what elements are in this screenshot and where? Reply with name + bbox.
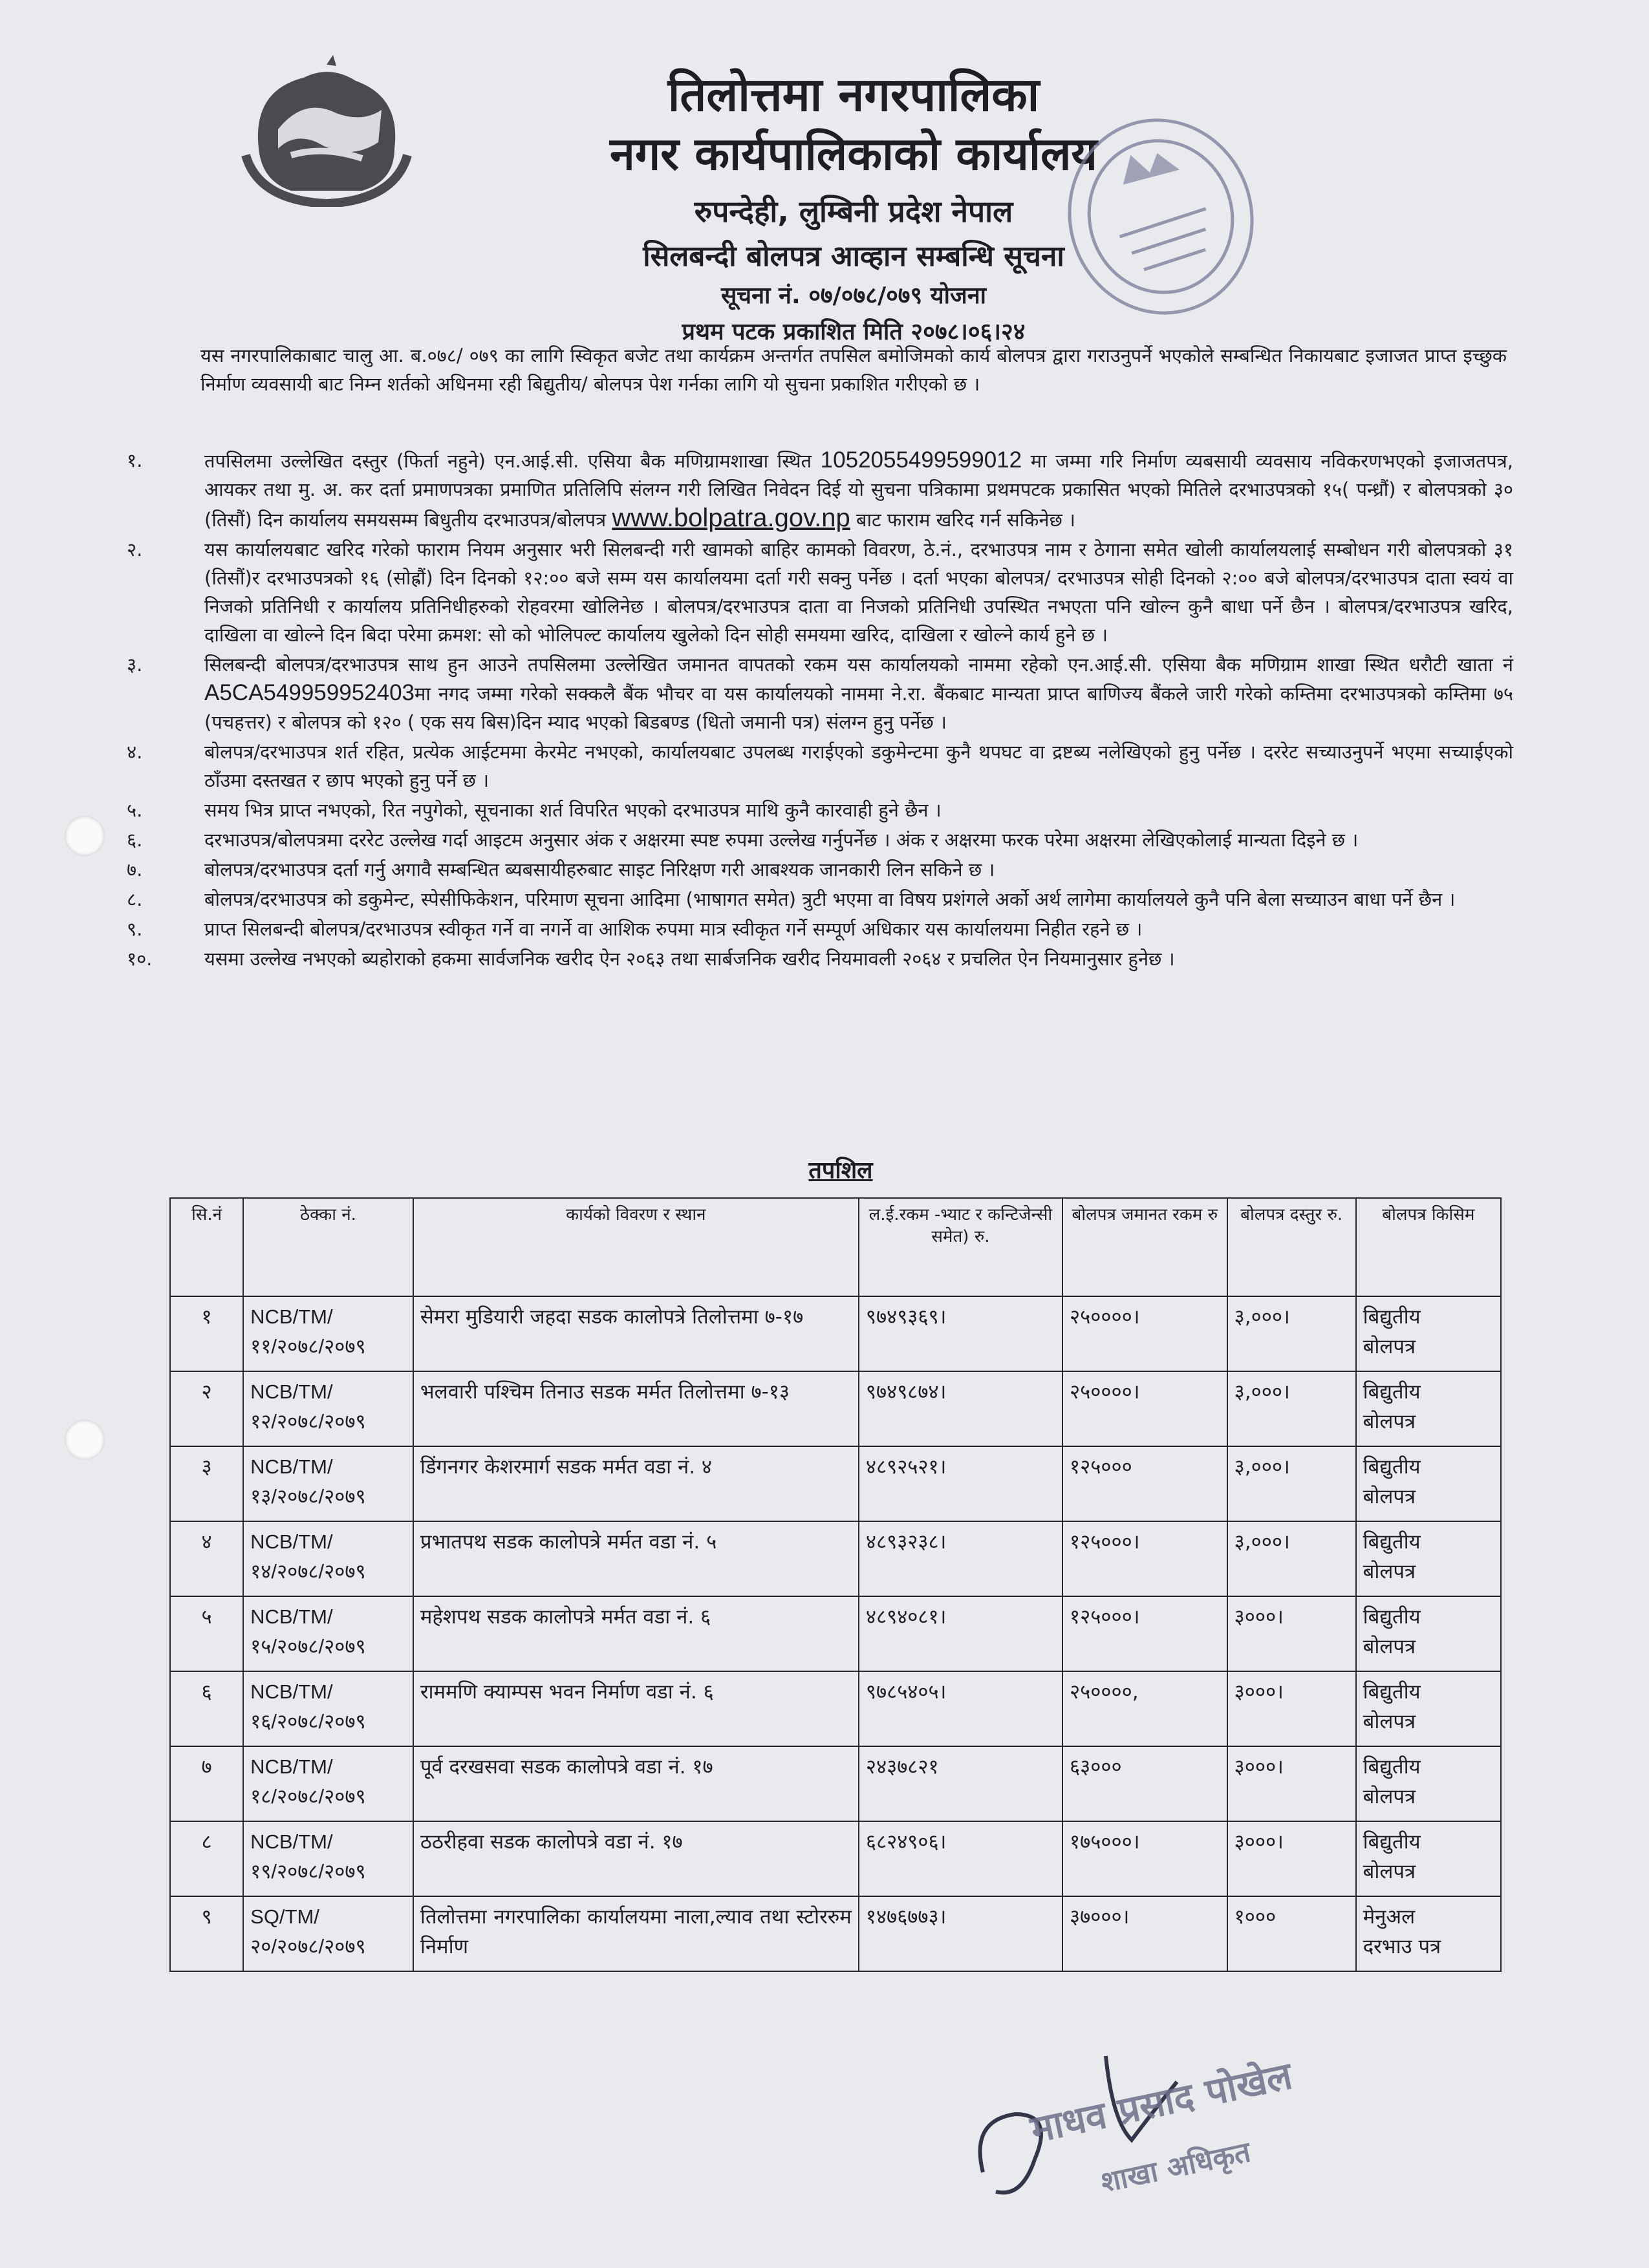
cell-contract-no: [243, 1296, 413, 1371]
condition-text: बोलपत्र/दरभाउपत्र दर्ता गर्नु अगावै सम्बन्धित ब्यबसायीहरुबाट साइट निरिक्षण गरी आबश्यक जानकारी लिन सकिने छ ।: [204, 859, 995, 881]
contract-suffix: ११/२०७८/२०७९: [250, 1335, 366, 1358]
intro-paragraph: यस नगरपालिकाबाट चालु आ. ब.०७८/ ०७९ का लागि स्विकृत बजेट तथा कार्यक्रम अन्तर्गत तपसिल बमोजिमको कार्य बोलपत्र द्वारा गराउनुपर्ने भएकोले सम्बन्धित निकायबाट इजाजत प्राप्त इच्छुक निर्माण व्यवसायी बाट निम्न शर्तको अधिनमा रही बिद्युतीय/ बोलपत्र पेश गर्नका लागि यो सुचना प्रकाशित गरीएको छ ।: [200, 345, 1507, 395]
condition-item: [123, 855, 1513, 884]
signatory-name-stamp: माधव प्रसाद पोखेल: [1026, 2053, 1296, 2152]
condition-number: ५.: [127, 799, 143, 821]
header-bid-type: बोलपत्र किसिम: [1356, 1198, 1501, 1296]
cell-serial: ७: [170, 1746, 243, 1821]
condition-item: [123, 915, 1513, 943]
tender-schedule-table: [169, 1197, 1502, 1972]
fee-account-number: 1052055499599012: [820, 447, 1022, 473]
cell-work-description: ठठरीहवा सडक कालोपत्रे वडा नं. १७: [413, 1821, 859, 1896]
cell-bid-fee: ३०००।: [1227, 1671, 1356, 1746]
condition-item: [123, 826, 1513, 854]
contract-suffix: १६/२०७८/२०७९: [250, 1710, 366, 1733]
table-row: [170, 1521, 1501, 1596]
cell-work-description: तिलोत्तमा नगरपालिका कार्यालयमा नाला,ल्याव तथा स्टोररुम निर्माण: [413, 1896, 859, 1971]
cell-contract-no: [243, 1371, 413, 1446]
cell-bid-security: ३७०००।: [1062, 1896, 1227, 1971]
contract-prefix: NCB/TM/: [250, 1605, 333, 1628]
bid-type-line2: बोलपत्र: [1363, 1860, 1416, 1883]
bid-type-line1: मेनुअल: [1363, 1905, 1416, 1929]
contract-prefix: NCB/TM/: [250, 1680, 333, 1703]
publication-date: प्रथम पटक प्रकाशित मिति २०७८।०६।२४: [682, 319, 1026, 345]
cell-estimate-amount: ६८२४९०६।: [859, 1821, 1062, 1896]
condition-text: यसमा उल्लेख नभएको ब्यहोराको हकमा सार्वजनिक खरीद ऐन २०६३ तथा सार्बजनिक खरीद नियमावली २०६४ र प्रचलित ऐन नियमानुसार हुनेछ ।: [204, 948, 1175, 970]
signatory-role-stamp: शाखा अधिकृत: [1097, 2135, 1254, 2199]
condition-text: दरभाउपत्र/बोलपत्रमा दररेट उल्लेख गर्दा आइटम अनुसार अंक र अक्षरमा स्पष्ट रुपमा उल्लेख गर्नुपर्नेछ । अंक र अक्षरमा फरक परेमा अक्षरमा लेखिएकोलाई मान्यता दिइने छ ।: [204, 829, 1359, 851]
conditions-list: [123, 446, 1513, 974]
condition-number: २.: [127, 539, 143, 561]
contract-suffix: १५/२०७८/२०७९: [250, 1635, 366, 1658]
condition-number: ४.: [127, 741, 143, 763]
cell-contract-no: [243, 1446, 413, 1521]
cell-bid-type: [1356, 1671, 1501, 1746]
cell-bid-security: २५००००,: [1062, 1671, 1227, 1746]
condition-text: बोलपत्र/दरभाउपत्र को डकुमेन्ट, स्पेसीफिकेशन, परिमाण सूचना आदिमा (भाषागत समेत) त्रुटी भएमा वा विषय प्रशंगले अर्को अर्थ लागेमा कार्यालयले कुनै पनि बेला सच्याउन बाधा पर्ने छैन ।: [204, 888, 1456, 910]
bid-type-line2: बोलपत्र: [1363, 1335, 1416, 1358]
cell-bid-fee: ३०००।: [1227, 1821, 1356, 1896]
cell-contract-no: [243, 1746, 413, 1821]
notice-number: सूचना नं. ०७/०७८/०७९ योजना: [720, 283, 987, 309]
nepal-emblem-icon: [233, 52, 420, 207]
cell-bid-security: १२५०००।: [1062, 1596, 1227, 1671]
header-bid-security: बोलपत्र जमानत रकम रु: [1062, 1198, 1227, 1296]
contract-prefix: NCB/TM/: [250, 1830, 333, 1853]
condition-number: ३.: [127, 654, 143, 676]
cell-serial: १: [170, 1296, 243, 1371]
cell-bid-type: [1356, 1371, 1501, 1446]
cell-serial: ३: [170, 1446, 243, 1521]
contract-suffix: १२/२०७८/२०७९: [250, 1410, 366, 1433]
contract-prefix: NCB/TM/: [250, 1530, 333, 1553]
office-name: नगर कार्यपालिकाको कार्यालय: [609, 127, 1098, 180]
cell-contract-no: [243, 1896, 413, 1971]
cell-work-description: डिंगनगर केशरमार्ग सडक मर्मत वडा नं. ४: [413, 1446, 859, 1521]
cell-bid-security: ६३०००: [1062, 1746, 1227, 1821]
bid-type-line2: बोलपत्र: [1363, 1785, 1416, 1808]
table-header-row: [170, 1198, 1501, 1296]
cell-bid-fee: ३०००।: [1227, 1746, 1356, 1821]
cell-work-description: महेशपथ सडक कालोपत्रे मर्मत वडा नं. ६: [413, 1596, 859, 1671]
cell-estimate-amount: १४७६७७३।: [859, 1896, 1062, 1971]
contract-prefix: NCB/TM/: [250, 1455, 333, 1478]
contract-suffix: २०/२०७८/२०७९: [250, 1935, 366, 1958]
table-row: [170, 1596, 1501, 1671]
condition-number: ६.: [127, 829, 143, 851]
cell-serial: ६: [170, 1671, 243, 1746]
contract-suffix: १८/२०७८/२०७९: [250, 1785, 366, 1808]
condition-item: [123, 535, 1513, 649]
table-row: [170, 1296, 1501, 1371]
cell-serial: ८: [170, 1821, 243, 1896]
condition-text: यस कार्यालयबाट खरिद गरेको फाराम नियम अनुसार भरी सिलबन्दी गरी खामको बाहिर कामको विवरण, ठे.नं., दरभाउपत्र नाम र ठेगाना समेत खोली कार्यालयलाई सम्बोधन गरी बोलपत्रको ३१ (तिसौं)र दरभाउपत्रको १६ (सोह्रौं) दिन दिनको १२:०० बजे सम्म यस कार्यालयमा दर्ता गरी सक्नु पर्नेछ । दर्ता भएका बोलपत्र/ दरभाउपत्र सोही दिनको २:०० बजे बोलपत्र/दरभाउपत्र दाता स्वयं वा निजको प्रतिनिधी र कार्यालय प्रतिनिधीहरुको रोहवरमा खोलिनेछ । बोलपत्र/दरभाउपत्र दाता वा निजको प्रतिनिधी उपस्थित नभएता पनि खोल्न कुनै बाधा पर्ने छैन । बोलपत्र/दरभाउपत्र खरिद, दाखिला वा खोल्ने दिन बिदा परेमा क्रमश: सो को भोलिपल्ट कार्यालय खुलेको दिन सोही समयमा खरिद, दाखिला र खोल्ने कार्य हुने छ ।: [204, 539, 1513, 646]
cell-bid-type: [1356, 1821, 1501, 1896]
condition-item: [123, 650, 1513, 736]
bid-type-line2: बोलपत्र: [1363, 1710, 1416, 1733]
table-row: [170, 1446, 1501, 1521]
cell-estimate-amount: २४३७८२१: [859, 1746, 1062, 1821]
cell-contract-no: [243, 1596, 413, 1671]
cell-estimate-amount: ४८९४०८१।: [859, 1596, 1062, 1671]
bid-type-line1: बिद्युतीय: [1363, 1305, 1421, 1329]
bid-type-line1: बिद्युतीय: [1363, 1830, 1421, 1854]
schedule-title: तपशिल: [808, 1157, 873, 1184]
cell-bid-type: [1356, 1746, 1501, 1821]
cell-bid-type: [1356, 1596, 1501, 1671]
condition-item: [123, 945, 1513, 973]
cell-work-description: पूर्व दरखसवा सडक कालोपत्रे वडा नं. १७: [413, 1746, 859, 1821]
contract-prefix: NCB/TM/: [250, 1305, 333, 1328]
cell-serial: ९: [170, 1896, 243, 1971]
cell-bid-type: [1356, 1296, 1501, 1371]
bolpatra-link[interactable]: www.bolpatra.gov.np: [612, 504, 850, 532]
cell-work-description: सेमरा मुडियारी जहदा सडक कालोपत्रे तिलोत्तमा ७-१७: [413, 1296, 859, 1371]
contract-suffix: १३/२०७८/२०७९: [250, 1485, 366, 1508]
contract-prefix: SQ/TM/: [250, 1905, 319, 1928]
condition-number: १०.: [127, 948, 153, 970]
bid-type-line2: बोलपत्र: [1363, 1410, 1416, 1433]
condition-number: ९.: [127, 918, 143, 940]
bid-type-line1: बिद्युतीय: [1363, 1380, 1421, 1404]
bid-type-line1: बिद्युतीय: [1363, 1605, 1421, 1629]
punch-hole: [65, 816, 105, 856]
header-contract-no: ठेक्का नं.: [243, 1198, 413, 1296]
bid-type-line1: बिद्युतीय: [1363, 1755, 1421, 1779]
bid-type-line1: बिद्युतीय: [1363, 1530, 1421, 1554]
cell-contract-no: [243, 1521, 413, 1596]
condition-text: प्राप्त सिलबन्दी बोलपत्र/दरभाउपत्र स्वीकृत गर्ने वा नगर्ने वा आशिक रुपमा मात्र स्वीकृत गर्ने सम्पूर्ण अधिकार यस कार्यालयमा निहीत रहने छ ।: [204, 918, 1143, 940]
contract-suffix: १९/२०७८/२०७९: [250, 1860, 366, 1883]
cell-bid-security: २५००००।: [1062, 1296, 1227, 1371]
table-row: [170, 1371, 1501, 1446]
table-row: [170, 1896, 1501, 1971]
deposit-account-number: A5CA549959952403: [204, 680, 415, 705]
cell-serial: ४: [170, 1521, 243, 1596]
office-seal-stamp: [1061, 110, 1261, 323]
cell-bid-fee: ३,०००।: [1227, 1371, 1356, 1446]
office-address: रुपन्देही, लुम्बिनी प्रदेश नेपाल: [694, 194, 1013, 229]
condition-item: [123, 446, 1513, 534]
header-serial: सि.नं: [170, 1198, 243, 1296]
bid-type-line1: बिद्युतीय: [1363, 1680, 1421, 1704]
condition-text: सिलबन्दी बोलपत्र/दरभाउपत्र साथ हुन आउने तपसिलमा उल्लेखित जमानत वापतको रकम यस कार्यालयको नाममा रहेको एन.आई.सी. एसिया बैक मणिग्राम शाखा स्थित धरौटी खाता नं A5CA549959952403मा नगद जम्मा गरेको सक्कलै बैंक भौचर वा यस कार्यालयको नाममा ने.रा. बैंकबाट मान्यता प्राप्त बाणिज्य बैंकले जारी गरेको कम्तिमा दरभाउपत्रको कम्तिमा ७५ (पचहत्तर) र बोलपत्र को १२० ( एक सय बिस)दिन म्याद भएको बिडबण्ड (धितो जमानी पत्र) संलग्न हुनु पर्नेछ ।: [204, 654, 1513, 733]
cell-bid-security: १२५०००: [1062, 1446, 1227, 1521]
condition-number: ७.: [127, 859, 143, 881]
cell-bid-security: १२५०००।: [1062, 1521, 1227, 1596]
cell-estimate-amount: ९७४९८७४।: [859, 1371, 1062, 1446]
bid-type-line1: बिद्युतीय: [1363, 1455, 1421, 1479]
cell-estimate-amount: ९७४९३६९।: [859, 1296, 1062, 1371]
municipality-name: तिलोत्तमा नगरपालिका: [667, 67, 1040, 122]
cell-bid-fee: ३,०००।: [1227, 1521, 1356, 1596]
cell-work-description: प्रभातपथ सडक कालोपत्रे मर्मत वडा नं. ५: [413, 1521, 859, 1596]
condition-number: १.: [127, 449, 143, 471]
bid-type-line2: दरभाउ पत्र: [1363, 1935, 1441, 1958]
table-row: [170, 1671, 1501, 1746]
bid-type-line2: बोलपत्र: [1363, 1635, 1416, 1658]
punch-hole: [65, 1420, 105, 1460]
notice-title: सिलबन्दी बोलपत्र आव्हान सम्बन्धि सूचना: [643, 240, 1064, 273]
condition-text: समय भित्र प्राप्त नभएको, रित नपुगेको, सूचनाका शर्त विपरित भएको दरभाउपत्र माथि कुनै कारवाही हुने छैन ।: [204, 799, 942, 821]
cell-bid-security: १७५०००।: [1062, 1821, 1227, 1896]
condition-item: [123, 796, 1513, 824]
contract-suffix: १४/२०७८/२०७९: [250, 1560, 366, 1583]
cell-contract-no: [243, 1671, 413, 1746]
cell-bid-type: [1356, 1896, 1501, 1971]
cell-estimate-amount: ४८९३२३८।: [859, 1521, 1062, 1596]
contract-prefix: NCB/TM/: [250, 1380, 333, 1403]
cell-bid-type: [1356, 1446, 1501, 1521]
cell-bid-security: २५००००।: [1062, 1371, 1227, 1446]
cell-contract-no: [243, 1821, 413, 1896]
condition-text: तपसिलमा उल्लेखित दस्तुर (फिर्ता नहुने) एन.आई.सी. एसिया बैक मणिग्रामशाखा स्थित 1052055499599012 मा जम्मा गरि निर्माण व्यबसायी व्यवसाय नविकरणभएको इजाजतपत्र, आयकर तथा मु. अ. कर दर्ता प्रमाणपत्रका प्रमाणित प्रतिलिपि संलग्न गरी लिखित निवेदन दिई यो सुचना पत्रिकामा प्रथमपटक प्रकासित भएको मितिले दरभाउपत्रको १५( पन्ध्रौं) र बोलपत्रको ३० (तिसौं) दिन कार्यालय समयसम्म बिधुतीय दरभाउपत्र/बोलपत्र www.bolpatra.gov.np बाट फाराम खरिद गर्न सकिनेछ ।: [204, 447, 1513, 532]
cell-work-description: भलवारी पश्चिम तिनाउ सडक मर्मत तिलोत्तमा ७-१३: [413, 1371, 859, 1446]
condition-number: ८.: [127, 888, 143, 910]
bid-type-line2: बोलपत्र: [1363, 1560, 1416, 1583]
table-row: [170, 1746, 1501, 1821]
cell-serial: २: [170, 1371, 243, 1446]
header-estimate-amount: ल.ई.रकम -भ्याट र कन्टिजेन्सी समेत) रु.: [859, 1198, 1062, 1296]
condition-item: [123, 738, 1513, 795]
bid-type-line2: बोलपत्र: [1363, 1485, 1416, 1508]
cell-bid-type: [1356, 1521, 1501, 1596]
cell-serial: ५: [170, 1596, 243, 1671]
table-row: [170, 1821, 1501, 1896]
cell-bid-fee: १०००: [1227, 1896, 1356, 1971]
cell-estimate-amount: ९७८५४०५।: [859, 1671, 1062, 1746]
contract-prefix: NCB/TM/: [250, 1755, 333, 1778]
header-work-description: कार्यको विवरण र स्थान: [413, 1198, 859, 1296]
cell-estimate-amount: ४८९२५२१।: [859, 1446, 1062, 1521]
cell-bid-fee: ३०००।: [1227, 1596, 1356, 1671]
cell-bid-fee: ३,०००।: [1227, 1446, 1356, 1521]
cell-bid-fee: ३,०००।: [1227, 1296, 1356, 1371]
condition-text: बोलपत्र/दरभाउपत्र शर्त रहित, प्रत्येक आईटममा केरमेट नभएको, कार्यालयबाट उपलब्ध गराईएको डकुमेन्टमा कुनै थपघट वा द्रष्टब्य नलेखिएको हुनु पर्नेछ । दररेट सच्याउनुपर्ने भएमा सच्याईएको ठाँउमा दस्तखत र छाप भएको हुनु पर्ने छ ।: [204, 741, 1513, 791]
cell-work-description: राममणि क्याम्पस भवन निर्माण वडा नं. ६: [413, 1671, 859, 1746]
header-bid-fee: बोलपत्र दस्तुर रु.: [1227, 1198, 1356, 1296]
condition-item: [123, 885, 1513, 914]
